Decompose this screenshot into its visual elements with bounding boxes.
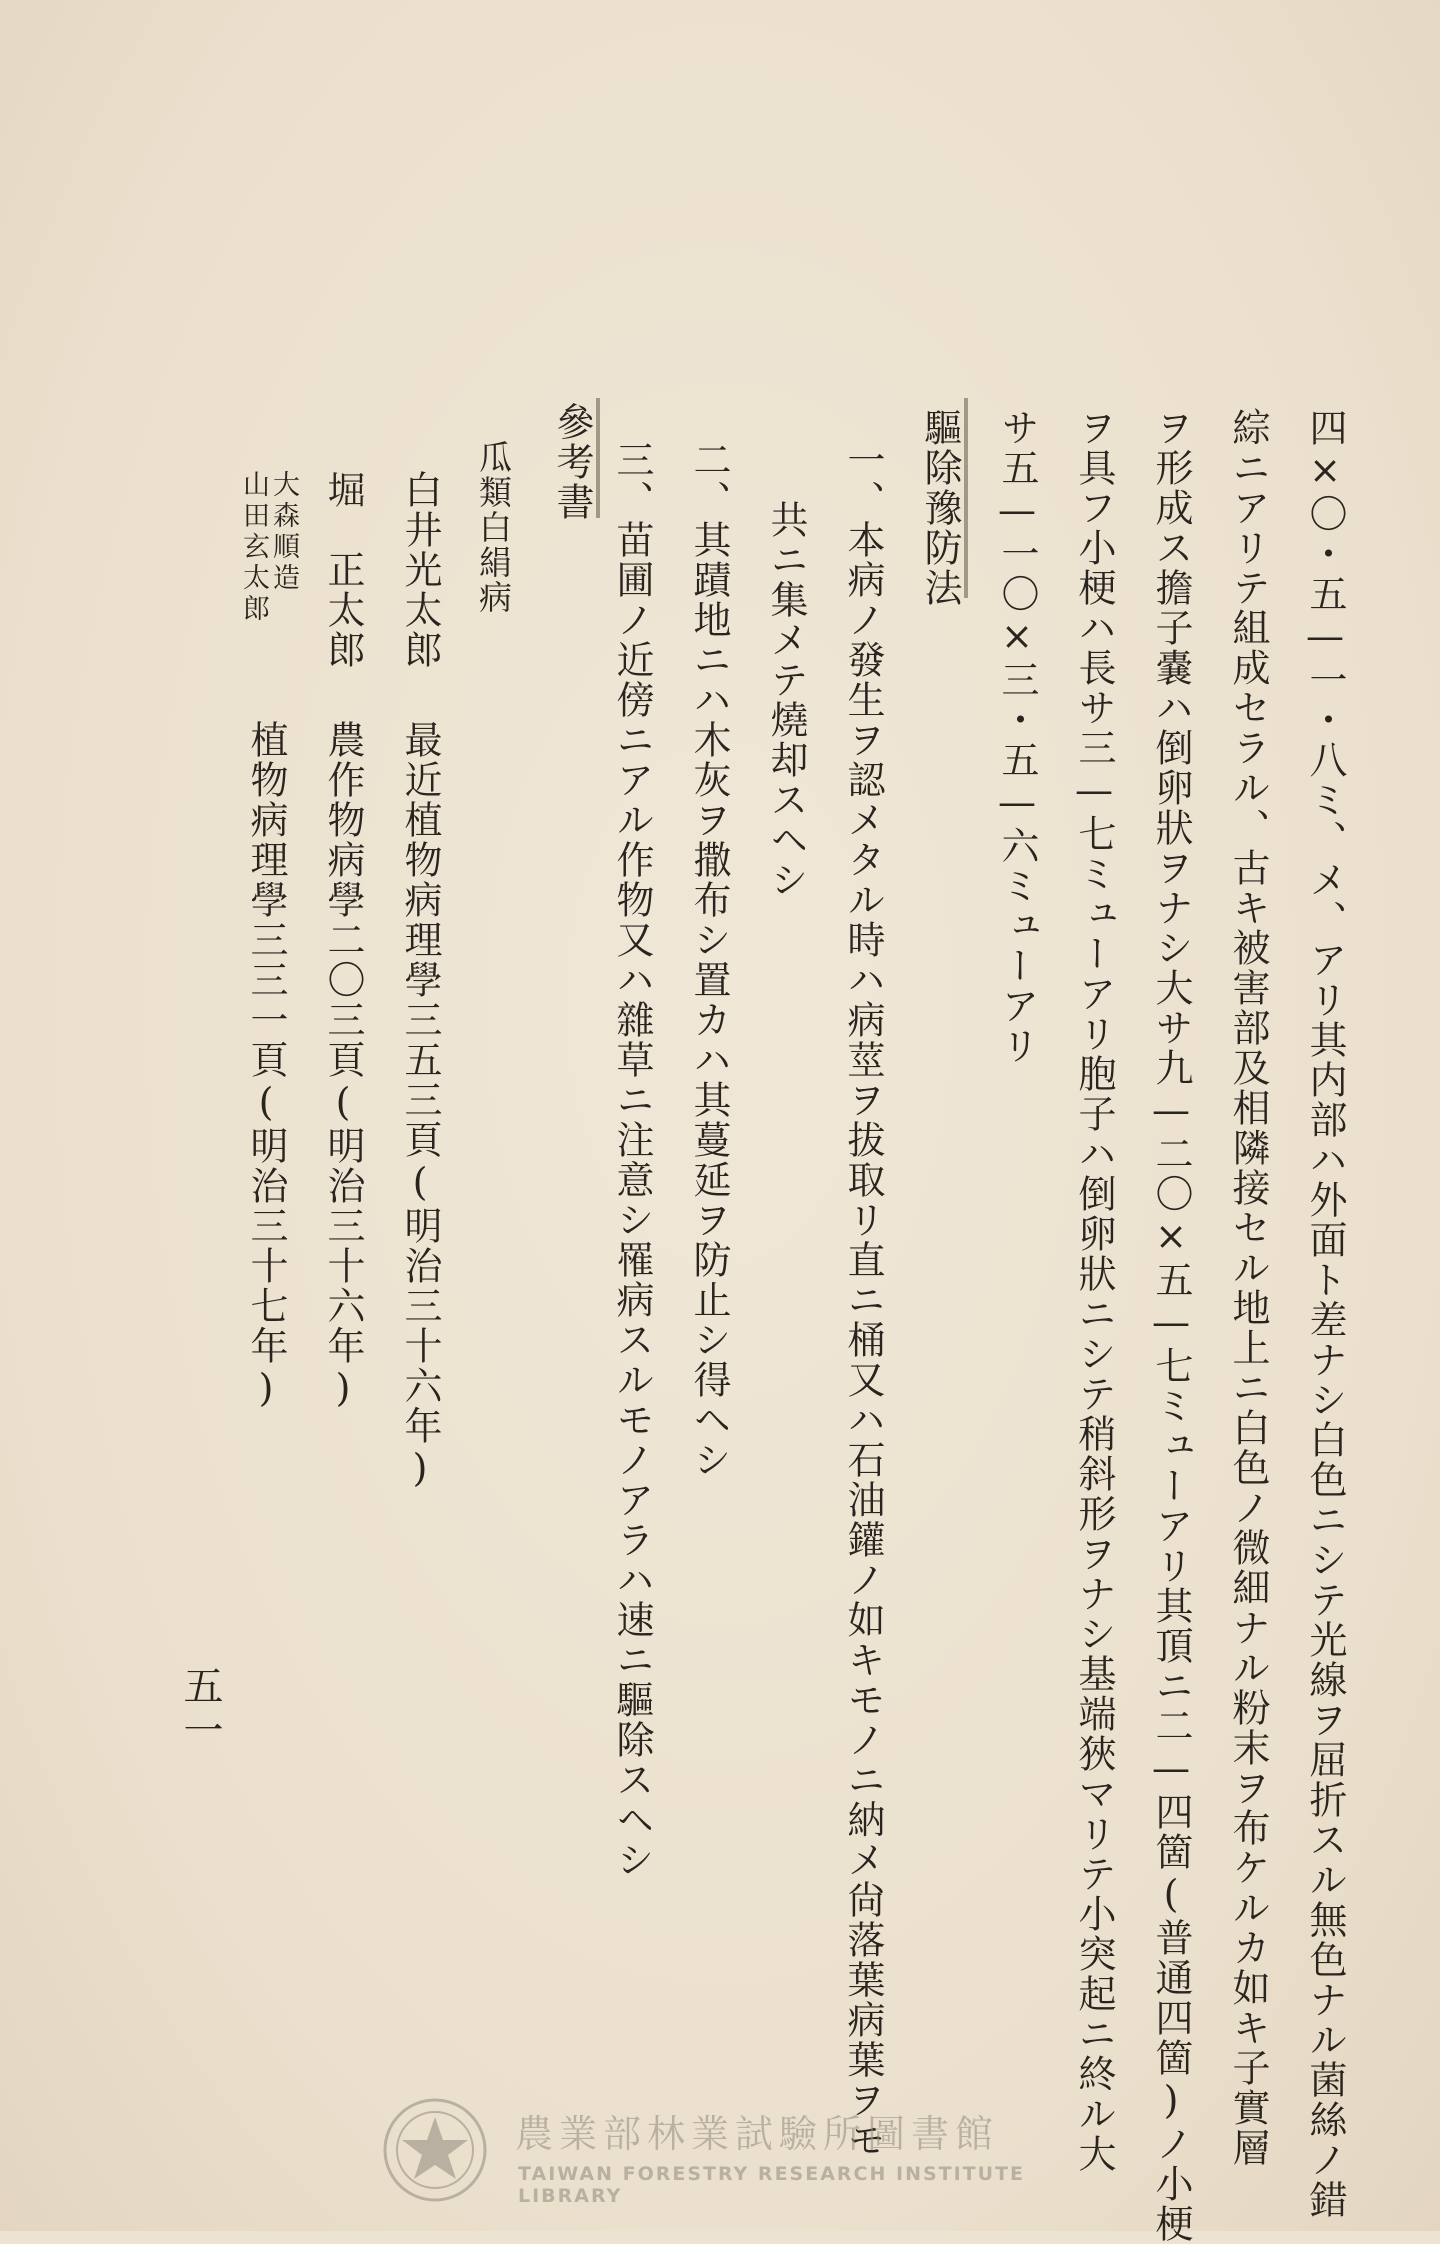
body-line-4: ヲ具フ小梗ハ長サ三—七ミューアリ胞子ハ倒卵狀ニシテ稍斜形ヲナシ基端狹マリテ小突起ニ終ル大 [1072, 408, 1116, 2174]
reference-1-title: 最近植物病理學三五三頁(明治三十六年) [398, 720, 442, 1492]
reference-3-author-a: 大森順造 [268, 470, 299, 594]
disease-name: 瓜類白絹病 [474, 440, 513, 615]
reference-2-title: 農作物病學二〇三頁(明治三十六年) [321, 720, 365, 1412]
heading-rule [964, 398, 968, 598]
library-watermark [380, 2095, 1080, 2215]
references-rule [596, 398, 600, 518]
page-number: 五一 [177, 1665, 223, 1753]
body-line-2: 綜ニアリテ組成セラル、古キ被害部及相隣接セル地上ニ白色ノ微細ナル粉末ヲ布ケルカ如キ子實層 [1226, 408, 1270, 2168]
body-line-5: サ五—一〇×三・五—六ミューアリ [995, 408, 1039, 1066]
remedy-1-continued: 共ニ集メテ燒却スヘシ [764, 500, 808, 900]
watermark-chinese: 農業部林業試驗所圖書館 [515, 2112, 1000, 2156]
body-line-3: ヲ形成ス擔子嚢ハ倒卵狀ヲナシ大サ九—二〇×五—七ミューアリ其頂ニ二—四箇(普通四箇)ノ小梗 [1149, 408, 1193, 2244]
reference-1-author: 白井光太郎 [398, 470, 442, 670]
references-heading: 參考書 [550, 402, 594, 522]
reference-3-title: 植物病理學三三一頁(明治三十七年) [244, 720, 288, 1412]
body-line-1: 四×〇・五—一・八ミ、メ、アリ其内部ハ外面ト差ナシ白色ニシテ光線ヲ屈折スル無色ナル菌絲ノ錯 [1303, 408, 1347, 2220]
remedy-1: 一、本病ノ發生ヲ認メタル時ハ病莖ヲ拔取リ直ニ桶又ハ石油鑵ノ如キモノニ納メ尙落葉病葉ヲモ [841, 440, 885, 2160]
reference-2-author: 堀 正太郎 [321, 470, 365, 670]
remedy-2: 二、其蹟地ニハ木灰ヲ撒布シ置カハ其蔓延ヲ防止シ得ヘシ [687, 440, 731, 1480]
section-heading: 驅除豫防法 [918, 408, 962, 608]
remedy-3: 三、苗圃ノ近傍ニアル作物又ハ雜草ニ注意シ罹病スルモノアラハ速ニ驅除スヘシ [610, 440, 654, 1880]
reference-3-author-b: 山田玄太郎 [238, 470, 269, 625]
library-seal-icon [380, 2095, 490, 2205]
watermark-english: TAIWAN FORESTRY RESEARCH INSTITUTE LIBRARY [518, 2163, 1026, 2207]
